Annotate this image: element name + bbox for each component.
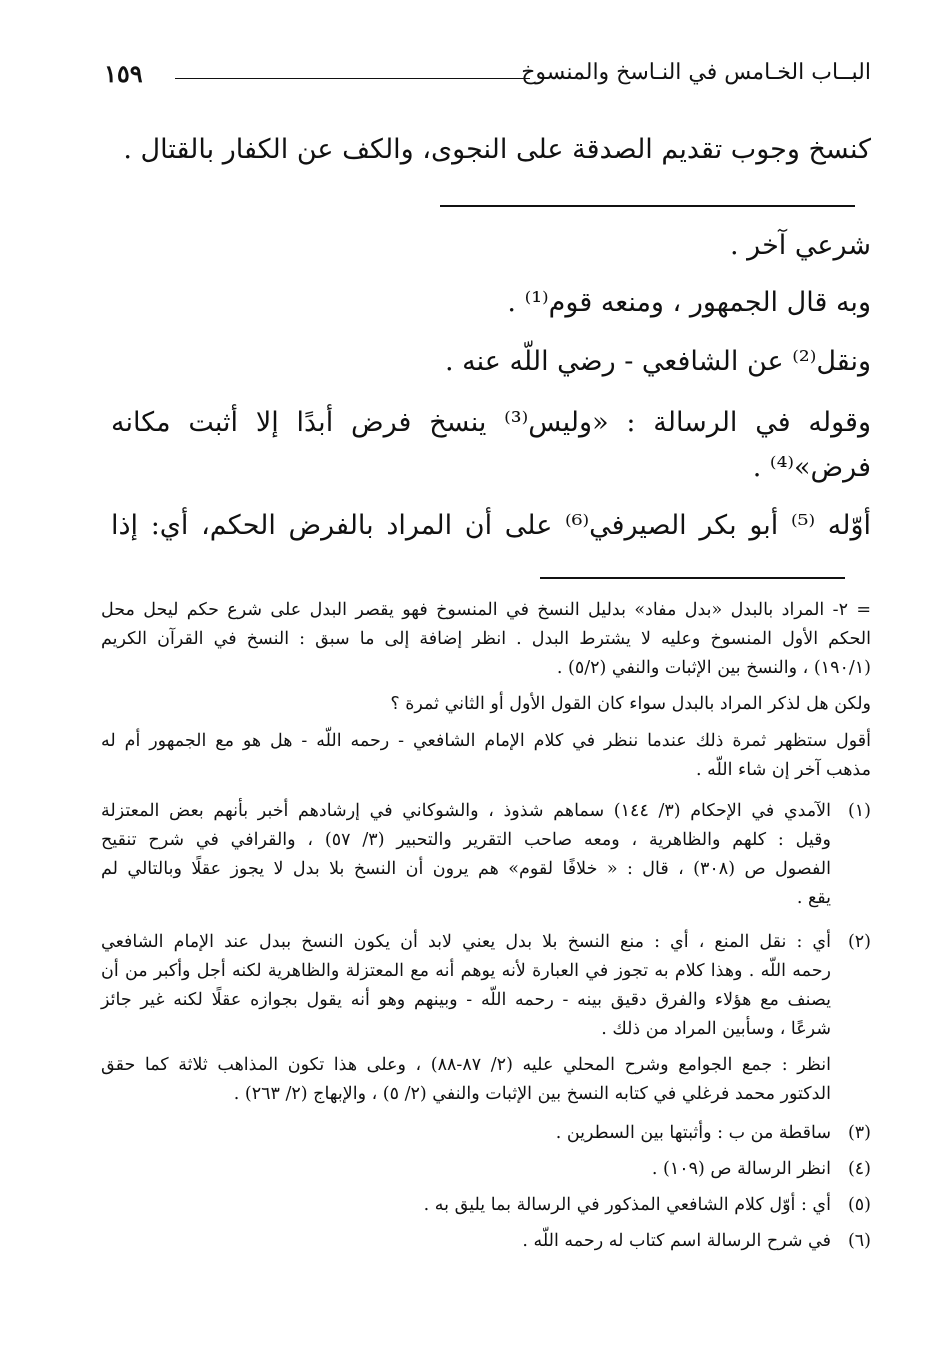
footnote-2-line: رحمه اللّه . وهذا كلام به تجوز في العبارة لأنه يوهم أنه مع المعتزلة والظاهرية لكنه أجل وأكبر من أن (101, 961, 831, 981)
footnote-1-line: وقيل : كلهم والظاهرية ، ومعه صاحب التقرير والتحبير (٣/ ٥٧) ، والقرافي في شرح تنقيح (101, 830, 831, 850)
section-divider (440, 205, 855, 207)
footnote-continued-line: أقول ستظهر ثمرة ذلك عندما ننظر في كلام الإمام الشافعي - رحمه اللّه - هل هو مع الجمهور أم له (101, 731, 871, 751)
footnote-6-line: في شرح الرسالة اسم كتاب له رحمه اللّه . (522, 1231, 831, 1251)
footnote-5-line: أي : أوّل كلام الشافعي المذكور في الرسالة بما يليق به . (423, 1195, 831, 1215)
footnote-2-line: أي : نقل المنع ، أي : منع النسخ بلا بدل يعني لابد أن يكون النسخ ببدل عند الإمام الشافعي (101, 932, 831, 952)
body-line-1: كنسخ وجوب تقديم الصدقة على النجوى، والكف عن الكفار بالقتال . (123, 134, 871, 165)
footnote-1-line: الآمدي في الإحكام (٣/ ١٤٤) سماهم شذوذ ، والشوكاني في إرشادهم أخبر بأنهم بعض المعتزلة (101, 801, 831, 821)
footnote-number: (٢) (847, 932, 871, 952)
footnote-number: (٤) (847, 1159, 871, 1179)
footnote-continued-line: مذهب آخر إن شاء اللّه . (696, 760, 871, 780)
body-line-5: وقوله في الرسالة : «وليس⁽³⁾ ينسخ فرض أبدًا إلا أثبت مكانه (111, 407, 871, 438)
footnote-number: (٦) (847, 1231, 871, 1251)
body-line-4: ونقل⁽²⁾ عن الشافعي - رضي اللّه عنه . (444, 346, 871, 377)
footnote-number: (٣) (847, 1123, 871, 1143)
footnote-number: (٥) (847, 1195, 871, 1215)
footnote-continued-line: الحكم الأول المنسوخ وعليه لا يشترط البدل . انظر إضافة إلى ما سبق : النسخ في القرآن الكريم (101, 629, 871, 649)
footnote-2-line: شرعًا ، وسأبين المراد من ذلك . (601, 1019, 831, 1039)
footnote-2-line: انظر : جمع الجوامع وشرح المحلي عليه (٢/ ٨٧-٨٨) ، وعلى هذا تكون المذاهب ثلاثة كما حقق (101, 1055, 831, 1075)
running-header-title: البــاب الخـامس في النـاسخ والمنسوخ (521, 60, 871, 85)
footnote-continued-line: (١٩٠/١) ، والنسخ بين الإثبات والنفي (٥/٢) . (556, 658, 871, 678)
body-line-7: أوّله ⁽⁵⁾ أبو بكر الصيرفي⁽⁶⁾ على أن المراد بالفرض الحكم، أي: إذا (111, 510, 871, 541)
footnote-continued-line: = ٢- المراد بالبدل «بدل مفاد» بدليل النسخ في المنسوخ فهو يقصر البدل على شرع حكم ليحل محل (101, 600, 871, 620)
body-line-3: وبه قال الجمهور ، ومنعه قوم⁽¹⁾ . (507, 287, 871, 318)
body-line-6: فرض»⁽⁴⁾ . (752, 452, 871, 483)
footnote-divider (540, 577, 845, 579)
footnote-3-line: ساقطة من ب : وأثبتها بين السطرين . (555, 1123, 831, 1143)
footnote-continued-line: ولكن هل لذكر المراد بالبدل سواء كان القول الأول أو الثاني ثمرة ؟ (390, 694, 871, 714)
page-number: ١٥٩ (104, 59, 143, 88)
footnote-1-line: الفصول ص (٣٠٨) ، قال : « خلافًا لقوم» هم يرون أن النسخ بلا بدل لا يجوز عقلًا وبالتالي لم (101, 859, 831, 879)
body-line-2: شرعي آخر . (730, 230, 871, 261)
footnote-4-line: انظر الرسالة ص (١٠٩) . (651, 1159, 831, 1179)
footnote-2-line: الدكتور محمد فرغلي في كتابه النسخ بين الإثبات والنفي (٢/ ٥) ، والإبهاج (٢/ ٢٦٣) . (233, 1084, 831, 1104)
footnote-2-line: يصنف مع هؤلاء والفرق دقيق بينه - رحمه اللّه - وبينهم وهو أنه يقول بجوازه عقلًا لكنه غير جائز (101, 990, 831, 1010)
header-rule (175, 78, 530, 79)
footnote-1-line: يقع . (796, 888, 831, 908)
footnote-number: (١) (847, 801, 871, 821)
